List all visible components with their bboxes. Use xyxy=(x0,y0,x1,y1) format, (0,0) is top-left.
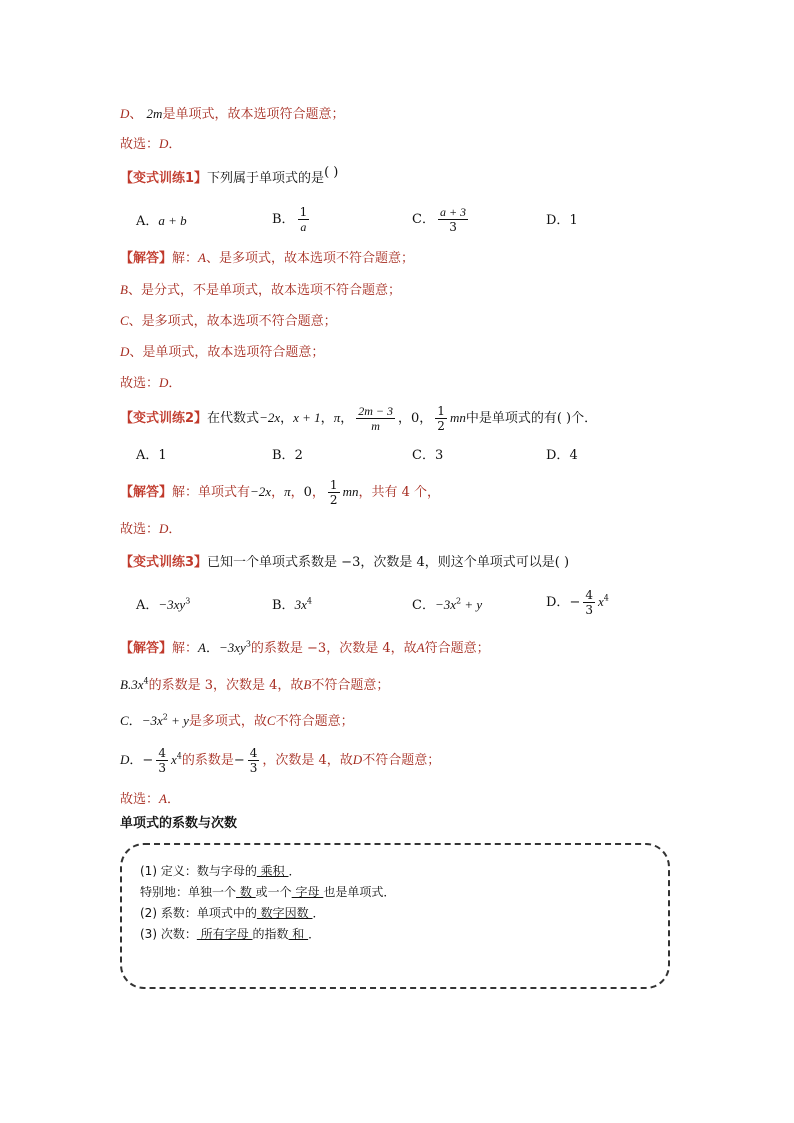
box-line-coefficient: (2) 系数：单项式中的 数字因数 ． xyxy=(140,906,325,920)
exercise-2-question: 【变式训练2】在代数式−2x，x + 1，π， $\frac{2m - 3}{m}$ ，0， $\frac{1}{2}$ mn中是单项式的有( )个． xyxy=(120,404,598,433)
ex2-option-c: C．3 xyxy=(412,448,444,463)
box-line-special: 特别地：单独一个 数 或一个 字母 也是单项式． xyxy=(140,885,396,899)
ex3-option-a: A．$-3xy^3$ xyxy=(136,596,191,613)
ex3-answer-b: $B.3x^4$的系数是 3，次数是 4，故B不符合题意； xyxy=(120,676,390,693)
ex3-final-answer: 故选：A． xyxy=(120,791,180,807)
answer-line: 故选：D． xyxy=(120,136,182,152)
box-line-definition: (1) 定义：数与字母的 乘积 ． xyxy=(140,864,301,878)
ex3-answer-c: C．$-3x^2 + y$是多项式，故C不符合题意； xyxy=(120,712,354,729)
ex1-answer-c: C、是多项式，故本选项不符合题意； xyxy=(120,313,337,329)
ex2-option-b: B．2 xyxy=(272,448,303,463)
box-line-degree: (3) 次数： 所有字母 的指数 和 ． xyxy=(140,927,321,941)
ex3-answer-a: 【解答】解：A．$-3xy^3$的系数是 −3，次数是 4，故A符合题意； xyxy=(120,639,490,656)
ex1-final-answer: 故选：D． xyxy=(120,375,182,391)
ex1-option-a: A．a + b xyxy=(136,213,187,229)
ex1-option-d: D．1 xyxy=(546,213,578,228)
ex3-answer-d: D．− $\frac{4}{3}$ $x^4$的系数是− $\frac{4}{3}$ ，次数是 4，故D不符合题意； xyxy=(120,746,441,775)
ex2-option-d: D．4 xyxy=(546,448,578,463)
exercise-1-question: 【变式训练1】下列属于单项式的是( ) xyxy=(120,165,339,186)
ex1-option-b: B． $\frac{1}{a}$ xyxy=(272,205,308,234)
ex3-option-b: B．$3x^4$ xyxy=(272,596,312,613)
ex1-option-c: C． $\frac{a + 3}{3}$ xyxy=(412,205,467,234)
ex1-answer-b: B、是分式，不是单项式，故本选项不符合题意； xyxy=(120,282,401,298)
ex3-option-c: C．$-3x^2 + y$ xyxy=(412,596,483,613)
exercise-3-question: 【变式训练3】已知一个单项式系数是 −3，次数是 4，则这个单项式可以是( ) xyxy=(120,555,570,570)
ex1-answer-d: D、是单项式，故本选项符合题意； xyxy=(120,344,325,360)
solution-line-d: D、 2m是单项式，故本选项符合题意； xyxy=(120,106,345,122)
ex1-answer-a: 【解答】解：A、是多项式，故本选项不符合题意； xyxy=(120,250,414,266)
ex2-option-a: A．1 xyxy=(136,448,167,463)
section-title: 单项式的系数与次数 xyxy=(120,816,238,831)
ex3-option-d: D．− $\frac{4}{3}$ $x^4$ xyxy=(546,588,609,617)
ex2-answer: 【解答】解：单项式有−2x，π，0， $\frac{1}{2}$ mn，共有 4 个， xyxy=(120,478,440,507)
ex2-final-answer: 故选：D． xyxy=(120,521,182,537)
